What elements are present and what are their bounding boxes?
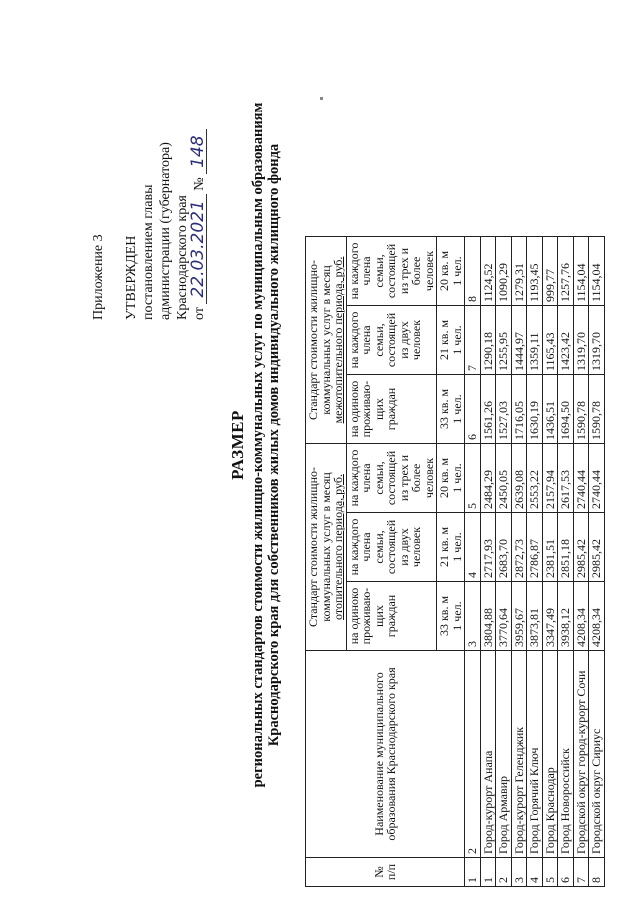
from-label: от xyxy=(192,307,207,320)
value-cell: 2786,87 xyxy=(527,513,543,582)
column-index: 3 xyxy=(465,582,481,651)
handwritten-date: 22.03.2021 xyxy=(191,194,207,303)
table-row xyxy=(589,237,605,887)
value-cell: 1590,78 xyxy=(573,375,589,444)
value-cell: 1436,51 xyxy=(542,375,558,444)
row-number: 4 xyxy=(527,858,543,887)
value-cell: 1090,29 xyxy=(496,237,512,306)
area-label: 20 кв. м xyxy=(437,250,451,292)
table-row xyxy=(511,237,527,887)
area-label: 33 кв. м xyxy=(437,388,451,430)
column-index-row xyxy=(465,237,481,887)
value-cell: 1630,19 xyxy=(527,375,543,444)
value-cell: 2717,93 xyxy=(480,513,496,582)
document-subtitle-line-2: Краснодарского края для собственников жилых домов индивидуального жилищного фонда xyxy=(266,143,282,747)
column-index: 8 xyxy=(465,237,481,306)
value-cell: 1444,97 xyxy=(511,306,527,375)
approval-date-line xyxy=(188,70,208,320)
table-row xyxy=(480,237,496,887)
area-label: 20 кв. м xyxy=(437,457,451,499)
handwritten-number: 148 xyxy=(191,129,207,173)
value-cell: 3959,67 xyxy=(511,582,527,651)
value-cell: 2553,22 xyxy=(527,444,543,513)
municipality-name: Город Краснодар xyxy=(542,651,558,858)
value-cell: 1279,31 xyxy=(511,237,527,306)
header-single-heating: на одиноко проживаю-щих граждан xyxy=(346,582,437,651)
person-label: 1 чел. xyxy=(449,601,464,631)
approved-label: УТВЕРЖДЕН xyxy=(124,235,139,320)
value-cell: 1423,42 xyxy=(558,306,574,375)
approval-line-1: постановлением главы xyxy=(141,184,156,320)
value-cell: 3770,64 xyxy=(496,582,512,651)
area-label: 33 кв. м xyxy=(437,595,451,637)
value-cell: 3347,49 xyxy=(542,582,558,651)
row-number: 5 xyxy=(542,858,558,887)
table-row xyxy=(496,237,512,887)
header-nonheating-group xyxy=(306,237,347,444)
person-label: 1 чел. xyxy=(449,532,464,562)
document-subtitle-line-1: региональных стандартов стоимости жилищно-коммунальных услуг по муниципальным образованиям xyxy=(250,102,266,788)
header-num: № п/п xyxy=(306,858,465,887)
municipality-name: Город Горячий Ключ xyxy=(527,651,543,858)
table-row xyxy=(542,237,558,887)
value-cell: 1694,50 xyxy=(558,375,574,444)
row-number: 7 xyxy=(573,858,589,887)
table-row xyxy=(558,237,574,887)
value-cell: 2450,05 xyxy=(496,444,512,513)
row-number: 2 xyxy=(496,858,512,887)
person-label: 1 чел. xyxy=(449,463,464,493)
unit-area-2b xyxy=(437,306,465,375)
value-cell: 1290,18 xyxy=(480,306,496,375)
approval-line-2: администрации (губернатора) xyxy=(158,142,173,320)
value-cell: 1319,70 xyxy=(589,306,605,375)
value-cell: 1359,11 xyxy=(527,306,543,375)
unit-area-3b xyxy=(437,237,465,306)
value-cell: 2872,73 xyxy=(511,513,527,582)
unit-area-3a xyxy=(437,444,465,513)
header-three-heating: на каждого члена семьи, состоящей из трех и более человек xyxy=(346,444,437,513)
value-cell: 4208,34 xyxy=(573,582,589,651)
person-label: 1 чел. xyxy=(449,394,464,424)
municipality-name: Городской округ Сириус xyxy=(589,651,605,858)
column-index: 5 xyxy=(465,444,481,513)
municipality-name: Город-курорт Анапа xyxy=(480,651,496,858)
value-cell: 1590,78 xyxy=(589,375,605,444)
column-index: 2 xyxy=(465,651,481,858)
value-cell: 3938,12 xyxy=(558,582,574,651)
municipality-name: Город-курорт Геленджик xyxy=(511,651,527,858)
row-number: 3 xyxy=(511,858,527,887)
value-cell: 2683,70 xyxy=(496,513,512,582)
municipality-name: Городской округ город-курорт Сочи xyxy=(573,651,589,858)
header-two-nonheating: на каждого члена семьи, состоящей из двух человек xyxy=(346,306,437,375)
value-cell: 1154,04 xyxy=(573,237,589,306)
value-cell: 1561,26 xyxy=(480,375,496,444)
value-cell: 2617,53 xyxy=(558,444,574,513)
header-two-heating: на каждого члена семьи, состоящей из двух человек xyxy=(346,513,437,582)
header-single-nonheating: на одиноко проживаю-щих граждан xyxy=(346,375,437,444)
table-header-row-1 xyxy=(306,237,347,887)
standards-table xyxy=(305,236,605,887)
value-cell: 2157,94 xyxy=(542,444,558,513)
value-cell: 999,77 xyxy=(542,237,558,306)
header-nonheating-text: Стандарт стоимости жилищно-коммунальных услуг в месяц xyxy=(306,260,333,421)
row-number: 1 xyxy=(480,858,496,887)
value-cell: 1716,05 xyxy=(511,375,527,444)
row-number: 8 xyxy=(589,858,605,887)
value-cell: 2985,42 xyxy=(589,513,605,582)
value-cell: 1319,70 xyxy=(573,306,589,375)
value-cell: 1527,03 xyxy=(496,375,512,444)
header-heating-text: Стандарт стоимости жилищно-коммунальных услуг в месяц xyxy=(306,467,333,628)
column-index: 1 xyxy=(465,858,481,887)
header-heating-period: отопительного периода, руб. xyxy=(331,474,345,620)
value-cell: 1257,76 xyxy=(558,237,574,306)
column-index: 7 xyxy=(465,306,481,375)
table-row xyxy=(573,237,589,887)
value-cell: 2985,42 xyxy=(573,513,589,582)
value-cell: 3873,81 xyxy=(527,582,543,651)
unit-area-1b xyxy=(437,375,465,444)
value-cell: 2740,44 xyxy=(573,444,589,513)
value-cell: 2484,29 xyxy=(480,444,496,513)
value-cell: 1154,04 xyxy=(589,237,605,306)
unit-area-2a xyxy=(437,513,465,582)
unit-area-1a xyxy=(437,582,465,651)
document-title-block xyxy=(230,25,282,865)
column-index: 6 xyxy=(465,375,481,444)
area-label: 21 кв. м xyxy=(437,319,451,361)
appendix-label: Приложение 3 xyxy=(91,234,106,320)
header-heating-group xyxy=(306,444,347,651)
person-label: 1 чел. xyxy=(449,256,464,286)
value-cell: 1165,43 xyxy=(542,306,558,375)
value-cell: 2851,18 xyxy=(558,513,574,582)
value-cell: 1255,95 xyxy=(496,306,512,375)
scan-speck xyxy=(320,97,323,100)
value-cell: 2740,44 xyxy=(589,444,605,513)
approval-line-3: Краснодарского края xyxy=(175,195,190,320)
header-three-nonheating: на каждого члена семьи, состоящей из трех и более человек xyxy=(346,237,437,306)
number-label: № xyxy=(192,177,207,191)
header-nonheating-period: межотопительного периода, руб. xyxy=(331,256,345,424)
value-cell: 2639,08 xyxy=(511,444,527,513)
approval-block xyxy=(90,70,208,320)
table-row xyxy=(527,237,543,887)
municipality-name: Город Армавир xyxy=(496,651,512,858)
value-cell: 3804,88 xyxy=(480,582,496,651)
person-label: 1 чел. xyxy=(449,325,464,355)
value-cell: 2381,51 xyxy=(542,513,558,582)
value-cell: 1124,52 xyxy=(480,237,496,306)
row-number: 6 xyxy=(558,858,574,887)
municipality-name: Город Новороссийск xyxy=(558,651,574,858)
value-cell: 4208,34 xyxy=(589,582,605,651)
column-index: 4 xyxy=(465,513,481,582)
document-title: РАЗМЕР xyxy=(228,410,247,480)
value-cell: 1193,45 xyxy=(527,237,543,306)
header-name: Наименование муниципального образования Краснодарского края xyxy=(306,651,465,858)
area-label: 21 кв. м xyxy=(437,526,451,568)
